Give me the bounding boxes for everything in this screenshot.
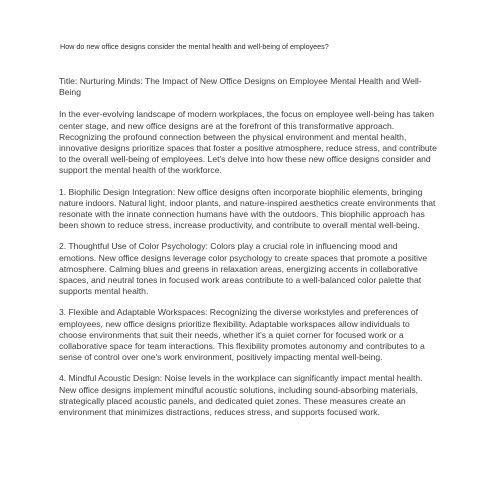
section-paragraph-1: 1. Biophilic Design Integration: New office designs often incorporate biophilic elements, bringing nature indoors. Natural light, indoor plants, and nature-inspired aesthetics create environments that resonate with the innate connection humans have with the outdoors. This biophilic approach has been shown to reduce stress, increase productivity, and contribute to overall mental well-being. xyxy=(59,186,436,231)
section-paragraph-2: 2. Thoughtful Use of Color Psychology: Colors play a crucial role in influencing mood and emotions. New office designs leverage color psychology to create spaces that promote a positive atmosphere. Calming blues and greens in relaxation areas, energizing accents in collaborative spaces, and neutral tones in focused work areas contribute to a well-balanced color palette that supports mental health. xyxy=(59,241,428,297)
answer-body xyxy=(59,76,437,428)
section-paragraph-3: 3. Flexible and Adaptable Workspaces: Recognizing the diverse workstyles and preferences of employees, new office designs prioritize flexibility. Adaptable workspaces allow individuals to choose environments that suit their needs, whether it's a quiet corner for focused work or a collaborative space for team interactions. This flexibility promotes autonomy and contributes to a sense of control over one's work environment, positively impacting mental well-being. xyxy=(59,307,425,363)
intro-paragraph: In the ever-evolving landscape of modern workplaces, the focus on employee well-being has taken center stage, and new office designs are at the forefront of this transformative approach. Recognizing the profound connection between the physical environment and mental health, innovative designs prioritize spaces that foster a positive atmosphere, reduce stress, and contribute to the overall well-being of employees. Let's delve into how these new office designs consider and support the mental health of the workforce. xyxy=(59,109,437,176)
article-title: Title: Nurturing Minds: The Impact of New Office Designs on Employee Mental Health and Well-Being xyxy=(59,76,422,98)
section-paragraph-4: 4. Mindful Acoustic Design: Noise levels in the workplace can significantly impact mental health. New office designs implement mindful acoustic solutions, including sound-absorbing materials, strategically placed acoustic panels, and dedicated quiet zones. These measures create an environment that minimizes distractions, reduces stress, and supports focused work. xyxy=(59,373,423,418)
question-heading: How do new office designs consider the mental health and well-being of employees? xyxy=(60,42,329,51)
